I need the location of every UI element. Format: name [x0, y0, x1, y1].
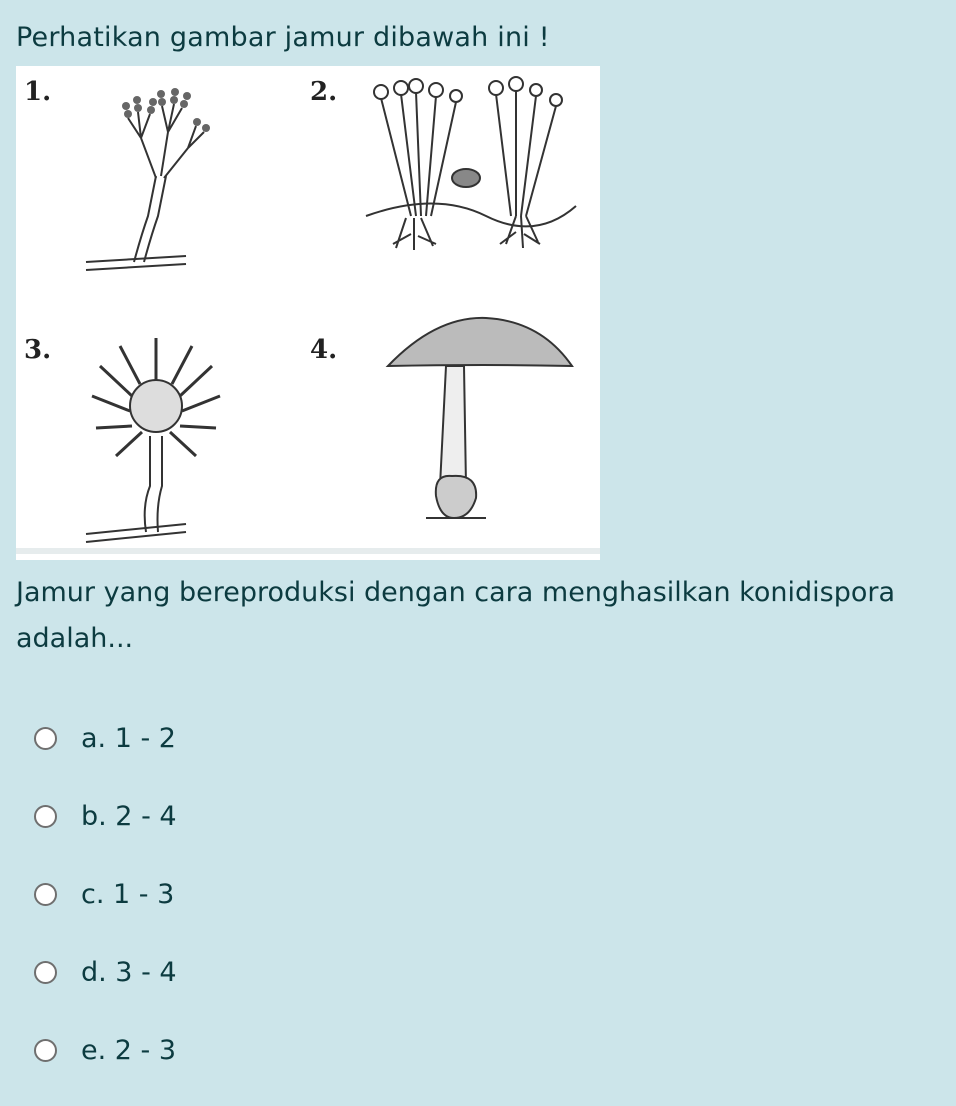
question-title: Perhatikan gambar jamur dibawah ini ! — [16, 22, 550, 53]
option-d-label: d. 3 - 4 — [81, 956, 177, 988]
radio-option-e[interactable] — [34, 1039, 57, 1062]
figure-label-4: 4. — [310, 335, 338, 365]
option-e-label: e. 2 - 3 — [81, 1034, 177, 1066]
mushroom-illustration — [388, 318, 572, 518]
option-c[interactable] — [34, 872, 177, 916]
fungi-figure — [16, 66, 600, 560]
option-c-label: c. 1 - 3 — [81, 878, 175, 910]
option-a-label: a. 1 - 2 — [81, 722, 176, 754]
figure-label-3: 3. — [24, 335, 52, 365]
radio-option-d[interactable] — [34, 961, 57, 984]
figure-divider — [16, 548, 600, 554]
rhizopus-illustration — [366, 77, 576, 250]
option-e[interactable] — [34, 1028, 177, 1072]
option-b[interactable] — [34, 794, 177, 838]
option-a[interactable] — [34, 716, 177, 760]
figure-label-1: 1. — [24, 77, 52, 107]
penicillium-illustration — [86, 88, 210, 270]
radio-option-b[interactable] — [34, 805, 57, 828]
figure-label-2: 2. — [310, 77, 338, 107]
option-d[interactable] — [34, 950, 177, 994]
radio-option-a[interactable] — [34, 727, 57, 750]
option-b-label: b. 2 - 4 — [81, 800, 177, 832]
question-prompt: Jamur yang bereproduksi dengan cara menghasilkan konidispora adalah... — [16, 577, 896, 654]
answer-options — [34, 716, 177, 1106]
aspergillus-illustration — [86, 338, 220, 542]
radio-option-c[interactable] — [34, 883, 57, 906]
